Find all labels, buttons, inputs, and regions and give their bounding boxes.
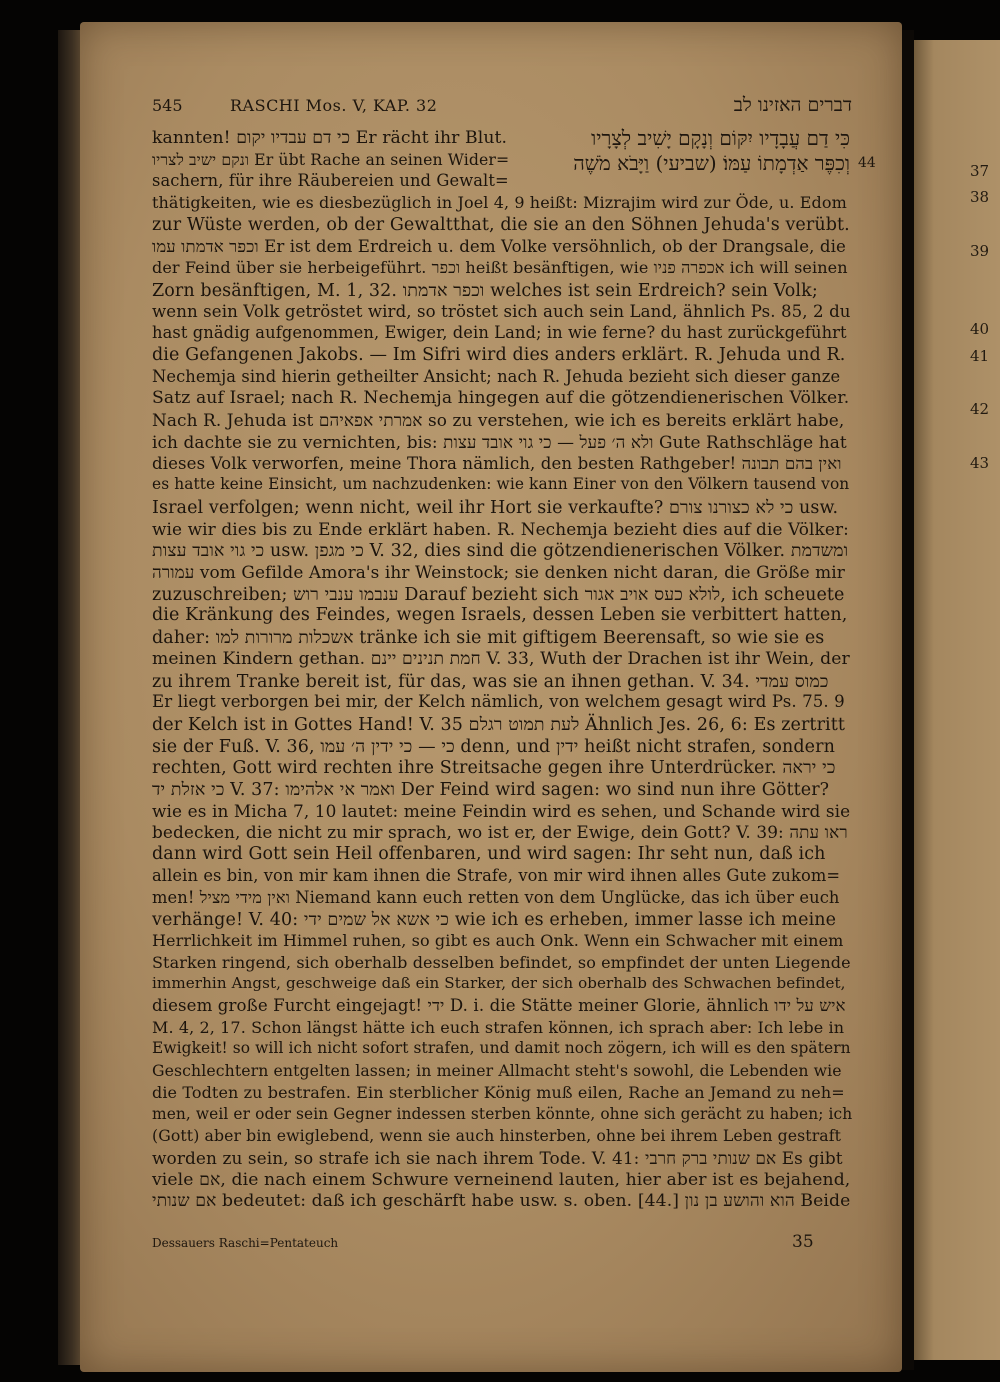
page-header bbox=[152, 96, 852, 120]
text-line: men! ואין מידי מציל Niemand kann euch retten von dem Unglücke, das ich über euch bbox=[152, 887, 840, 907]
text-line: zur Wüste werden, ob der Gewaltthat, die sie an den Söhnen Jehuda's verübt. bbox=[152, 214, 850, 235]
text-line: zu ihrem Tranke bereit ist, für das, was sie an ihnen gethan. V. 34. כמוס עמדי bbox=[152, 671, 829, 692]
running-title: RASCHI Mos. V, KAP. 32 bbox=[230, 96, 438, 115]
text-line: worden zu sein, so strafe ich sie nach ihrem Tode. V. 41: אם שנותי ברק חרבי Es gibt bbox=[152, 1147, 843, 1168]
text-line: verhänge! V. 40: כי אשא אל שמים ידי wie ich es erheben, immer lasse ich meine bbox=[152, 910, 837, 931]
text-line: sachern, für ihre Räubereien und Gewalt= bbox=[152, 171, 509, 191]
adjacent-verse-number: 39 bbox=[970, 242, 990, 260]
text-line: Ewigkeit! so will ich nicht sofort strafen, und damit noch zögern, ich will es den spätern bbox=[152, 1039, 851, 1058]
text-line: wenn sein Volk getröstet wird, so tröstet sich auch sein Land, ähnlich Ps. 85, 2 du bbox=[152, 301, 851, 321]
text-line: Er liegt verborgen bei mir, der Kelch nämlich, von welchem gesagt wird Ps. 75. 9 bbox=[152, 692, 845, 712]
text-line: כי אזלת יד V. 37: ואמר אי אלהימו Der Feind wird sagen: wo sind nun ihre Götter? bbox=[152, 780, 830, 800]
text-line: der Feind über sie herbeigeführt. וכפר heißt besänftigen, wie אכפרה פניו ich will seinen bbox=[152, 258, 848, 278]
text-line: כי גוי אובד עצות usw. כי מגפן V. 32, dies sind die götzendienerischen Völker. ומשדמת bbox=[152, 541, 849, 562]
text-line: die Kränkung des Feindes, wegen Israels, dessen Leben sie verbittert hatten, bbox=[152, 605, 848, 626]
text-line: ונקם ישיב לצריו Er übt Rache an seinen Wider= bbox=[152, 149, 510, 169]
text-line: der Kelch ist in Gottes Hand! V. 35 לעת תמוט רגלם Ähnlich Jes. 26, 6: Es zertritt bbox=[152, 714, 845, 735]
adjacent-verse-number: 40 bbox=[970, 320, 990, 338]
text-line: אם שנותי bedeutet: daß ich geschärft habe usw. s. oben. [44.] הוא והושע בן נון Beide bbox=[152, 1191, 851, 1212]
text-line: וכפר אדמתו עמו Er ist dem Erdreich u. dem Volke versöhnlich, ob der Drangsale, die bbox=[152, 236, 846, 256]
adjacent-verse-number: 43 bbox=[970, 454, 990, 472]
text-line: sie der Fuß. V. 36, כי — כי ידין ה׳ עמו denn, und ידין heißt nicht strafen, sondern bbox=[152, 736, 835, 757]
text-line: viele אם, die nach einem Schwure verneinend lauten, hier aber ist es bejahend, bbox=[152, 1169, 851, 1190]
text-line: Nechemja sind hierin getheilter Ansicht; nach R. Jehuda bezieht sich dieser ganze bbox=[152, 366, 841, 386]
hebrew-verse-line: כִּי דַם עֲבָדָיו יִקּוֹם וְנָקָם יָשִׁיב לְצָרָיו bbox=[591, 126, 850, 150]
text-line: kannten! כי דם עבדיו יקום Er rächt ihr Blut. bbox=[152, 128, 508, 148]
adjacent-verse-number: 37 bbox=[970, 162, 990, 180]
text-line: (Gott) aber bin ewiglebend, wenn sie auch hinsterben, ohne bei ihrem Leben gestraft bbox=[152, 1126, 842, 1146]
printer-signature: Dessauers Raschi=Pentateuch bbox=[152, 1236, 339, 1250]
adjacent-verse-number: 38 bbox=[970, 188, 990, 206]
text-line: bedecken, die nicht zu mir sprach, wo ist er, der Ewige, dein Gott? V. 39: ראו עתה bbox=[152, 822, 848, 843]
text-line: dann wird Gott sein Heil offenbaren, und wird sagen: Ihr seht nun, daß ich bbox=[152, 844, 826, 865]
text-line: ich dachte sie zu vernichten, bis: ולא ה׳ פעל — כי גוי אובד עצות Gute Rathschläge hat bbox=[152, 431, 847, 452]
text-line: diesem große Furcht eingejagt! ידי D. i. die Stätte meiner Glorie, ähnlich איש על ידו bbox=[152, 996, 846, 1015]
text-line: Israel verfolgen; wenn nicht, weil ihr Hort sie verkaufte? כי לא כצורנו צורם usw. bbox=[152, 497, 839, 518]
text-line: zuzuschreiben; ענבמו ענבי רוש Darauf bezieht sich לולא כעס אויב אגור, ich scheuete bbox=[152, 584, 845, 605]
text-line: Satz auf Israel; nach R. Nechemja hingegen auf die götzendienerischen Völker. bbox=[152, 388, 850, 409]
text-line: allein es bin, von mir kam ihnen die Strafe, von mir wird ihnen alles Gute zukom= bbox=[152, 865, 841, 885]
text-line: עמורה vom Gefilde Amora's ihr Weinstock; sie denken nicht daran, die Größe mir bbox=[152, 562, 845, 582]
text-line: die Todten zu bestrafen. Ein sterblicher König muß eilen, Rache an Jemand zu neh= bbox=[152, 1082, 845, 1102]
book-left-edge bbox=[58, 30, 82, 1365]
book-gutter bbox=[902, 30, 914, 1370]
adjacent-page bbox=[912, 40, 1000, 1360]
text-line: Herrlichkeit im Himmel ruhen, so gibt es auch Onk. Wenn ein Schwacher mit einem bbox=[152, 930, 844, 950]
text-line: die Gefangenen Jakobs. — Im Sifri wird dies anders erklärt. R. Jehuda und R. bbox=[152, 345, 846, 365]
page-number: 545 bbox=[152, 96, 183, 115]
text-line: meinen Kindern gethan. חמת תנינים יינם V. 33, Wuth der Drachen ist ihr Wein, der bbox=[152, 648, 850, 669]
text-line: rechten, Gott wird rechten ihre Streitsache gegen ihre Unterdrücker. כי יראה bbox=[152, 758, 836, 779]
hebrew-verse-line: וְכִפֶּר אַדְמָתוֹ עַמּוֹ׃ (שביעי) וַיָּבֹא מֹשֶׁה bbox=[573, 151, 850, 175]
text-line: wie es in Micha 7, 10 lautet: meine Feindin wird es sehen, und Schande wird sie bbox=[152, 800, 851, 821]
text-line: es hatte keine Einsicht, um nachzudenken: wie kann Einer von den Völkern tausend von bbox=[152, 475, 850, 494]
text-line: Geschlechtern entgelten lassen; in meiner Allmacht steht's sowohl, die Lebenden wie bbox=[152, 1061, 842, 1081]
text-line: Starken ringend, sich oberhalb desselben befindet, so empfindet der unten Liegende bbox=[152, 952, 851, 972]
text-line: Zorn besänftigen, M. 1, 32. וכפר אדמתו welches ist sein Erdreich? sein Volk; bbox=[152, 280, 818, 301]
text-line: M. 4, 2, 17. Schon längst hätte ich euch strafen können, ich sprach aber: Ich lebe in bbox=[152, 1017, 845, 1037]
text-line: dieses Volk verworfen, meine Thora nämlich, den besten Rathgeber! ואין בהם תבונה bbox=[152, 453, 842, 473]
text-line: wie wir dies bis zu Ende erklärt haben. R. Nechemja bezieht dies auf die Völker: bbox=[152, 518, 849, 539]
adjacent-verse-number: 42 bbox=[970, 400, 990, 418]
verse-number: 44 bbox=[858, 155, 876, 171]
text-line: daher: אשכלות מרורות למו tränke ich sie mit giftigem Beerensaft, so wie sie es bbox=[152, 628, 825, 649]
adjacent-verse-number: 41 bbox=[970, 347, 990, 365]
text-line: Nach R. Jehuda ist אמרתי אפאיהם so zu verstehen, wie ich es bereits erklärt habe, bbox=[152, 410, 845, 431]
hebrew-running-title: דברים האזינו לב bbox=[733, 94, 852, 116]
text-line: men, weil er oder sein Gegner indessen sterben könnte, ohne sich gerächt zu haben; ich bbox=[152, 1104, 853, 1123]
text-line: hast gnädig aufgenommen, Ewiger, dein Land; in wie ferne? du hast zurückgeführt bbox=[152, 323, 847, 343]
sheet-number: 35 bbox=[792, 1232, 814, 1252]
text-line: thätigkeiten, wie es diesbezüglich in Joel 4, 9 heißt: Mizrajim wird zur Öde, u. Edom bbox=[152, 193, 847, 213]
text-line: immerhin Angst, geschweige daß ein Starker, der sich oberhalb des Schwachen befindet, bbox=[152, 974, 846, 993]
page-footer bbox=[152, 1232, 812, 1254]
